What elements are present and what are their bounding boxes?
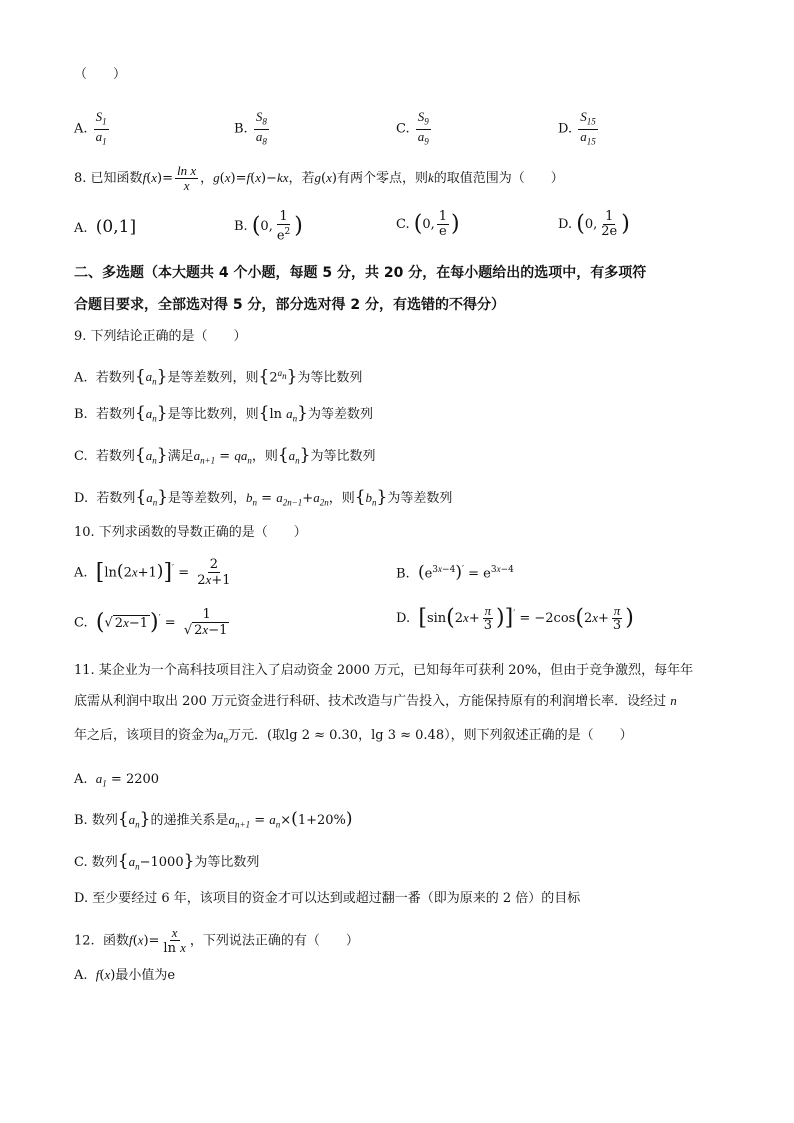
q11-option-a[interactable]: A. $a_1 = 2200$ xyxy=(74,771,160,789)
q9-option-a[interactable]: A. 若数列$\{a_n\}$是等差数列，则$\{2^{a_n}\}$为等比数列 xyxy=(74,366,363,387)
q11-stem-line2: 底需从利润中取出 200 万元资金进行科研、技术改造与广告投入，方能保持原有的利润增长率．设经过 n xyxy=(74,693,677,709)
q7-option-b[interactable]: B. $\frac{S_8}{a_8}$ xyxy=(234,109,267,147)
q11-option-b[interactable]: B. 数列$\{a_n\}$的递推关系是$a_{n+1} = a_n\times(1+20\%)$ xyxy=(74,809,353,830)
q9-option-b[interactable]: B. 若数列$\{a_n\}$是等比数列，则{ln $a_n$}为等差数列 xyxy=(74,403,373,424)
q7-paren: （ ） xyxy=(74,67,127,82)
q8-option-a[interactable]: A. (0,1] xyxy=(74,217,137,237)
q9-option-d[interactable]: D. 若数列$\{a_n\}$是等差数列，$b_n = a_{2n-1}+a_{2n}$，则$\{b_n\}$为等差数列 xyxy=(74,487,453,508)
q11-stem-line1: 11. 某企业为一个高科技项目注入了启动资金 2000 万元，已知每年可获利 20%，但由于竞争激烈，每年年 xyxy=(74,663,694,678)
q10-option-b[interactable]: B. $(e^{3x-4})' = e^{3x-4}$ xyxy=(396,562,514,583)
q10-option-d[interactable]: D. [sin(2x+ $\frac{\pi}{3}$ )]′ = −2cos(2x+ $\frac{\pi}{3}$ ) xyxy=(396,603,634,633)
q7-option-a[interactable]: A. $\frac{S_1}{a_1}$ xyxy=(74,109,107,147)
q8-option-c[interactable]: C. (0, $\frac{1}{e}$ ) xyxy=(396,209,460,239)
q7-option-d[interactable]: D. $\frac{S_{15}}{a_{15}}$ xyxy=(558,109,596,147)
q9-stem: 9. 下列结论正确的是（ ） xyxy=(74,329,247,344)
q8-stem: 8. 已知函数f(x)= $\frac{\text{ln x}}{x}$ ，g(x)=f(x)−kx，若g(x)有两个零点，则k的取值范围为（ ） xyxy=(74,163,564,193)
q10-stem: 10. 下列求函数的导数正确的是（ ） xyxy=(74,525,307,540)
q8-option-b[interactable]: B. (0, $\frac{1}{e^2}$ ) xyxy=(234,209,303,244)
q9-option-c[interactable]: C. 若数列$\{a_n\}$满足$a_{n+1} = qa_n$，则$\{a_n\}$为等比数列 xyxy=(74,445,376,466)
q12-stem: 12. 函数f(x)= $\frac{x}{\text{ln x}}$ ，下列说法正确的有（ ） xyxy=(74,925,359,956)
section-heading-line1: 二、多选题（本大题共 4 个小题，每题 5 分，共 20 分，在每小题给出的选项中，有多项符 xyxy=(74,265,647,281)
section-heading-line2: 合题目要求，全部选对得 5 分，部分选对得 2 分，有选错的不得分） xyxy=(74,297,505,313)
q10-option-a[interactable]: A. [ln(2x+1)]′ = $\frac{2}{2x+1}$ xyxy=(74,557,231,588)
q10-option-c[interactable]: C. (√ 2x−1)′ = $\frac{1}{√ 2x-1}$ xyxy=(74,607,228,638)
q11-option-d[interactable]: D. 至少要经过 6 年，该项目的资金才可以达到或超过翻一番（即为原来的 2 倍）的目标 xyxy=(74,891,581,906)
q11-option-c[interactable]: C. 数列$\{a_n-1000\}$为等比数列 xyxy=(74,851,260,872)
q8-option-d[interactable]: D. (0, $\frac{1}{2e}$ ) xyxy=(558,209,630,239)
q12-option-a[interactable]: A. f(x)最小值为e xyxy=(74,967,176,983)
q11-stem-line3: 年之后，该项目的资金为$a_n$万元．(取lg 2 ≈ 0.30，lg 3 ≈ 0.48），则下列叙述正确的是（ ） xyxy=(74,727,633,745)
q7-option-c[interactable]: C. $\frac{S_9}{a_9}$ xyxy=(396,109,429,147)
